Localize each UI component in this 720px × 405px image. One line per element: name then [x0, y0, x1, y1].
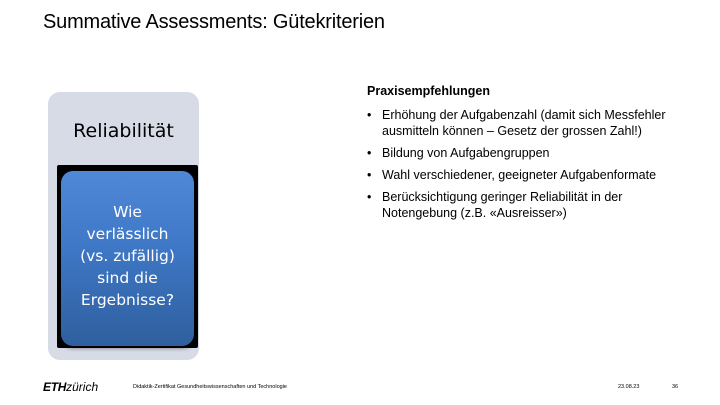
question-line: sind die [97, 269, 158, 287]
question-line: verlässlich [86, 225, 169, 243]
list-item-text: Erhöhung der Aufgabenzahl (damit sich Messfehler ausmitteln können – Gesetz der grossen Zahl!) [382, 108, 666, 138]
bullet-icon: • [367, 108, 372, 122]
logo-zurich: zürich [66, 380, 99, 394]
list-item-text: Berücksichtigung geringer Reliabilität in der Notengebung (z.B. «Ausreisser») [382, 190, 623, 220]
question-box [61, 171, 194, 346]
question-text [61, 201, 194, 311]
eth-zurich-logo [43, 380, 98, 394]
card-title: Reliabilität [73, 120, 174, 142]
list-item-text: Wahl verschiedener, geeigneter Aufgabenformate [382, 168, 657, 182]
list-item [367, 107, 667, 139]
question-line: (vs. zufällig) [80, 247, 175, 265]
list-item [367, 145, 667, 161]
recommendations-heading: Praxisempfehlungen [367, 84, 490, 98]
bullet-icon: • [367, 146, 372, 160]
question-line: Ergebnisse? [80, 291, 175, 309]
footer-date: 23.08.23 [618, 384, 640, 390]
list-item [367, 189, 667, 221]
question-line: Wie [113, 203, 142, 221]
footer-page-number: 36 [672, 384, 679, 390]
list-item [367, 167, 667, 183]
bullet-icon: • [367, 190, 372, 204]
footer-course: Didaktik-Zertifikat Gesundheitswissenschaften und Technologie [133, 384, 287, 390]
logo-eth: ETH [43, 380, 67, 394]
recommendations-panel [367, 83, 667, 227]
list-item-text: Bildung von Aufgabengruppen [382, 146, 550, 160]
bullet-icon: • [367, 168, 372, 182]
slide-title: Summative Assessments: Gütekriterien [43, 11, 385, 33]
recommendations-list [367, 107, 667, 221]
